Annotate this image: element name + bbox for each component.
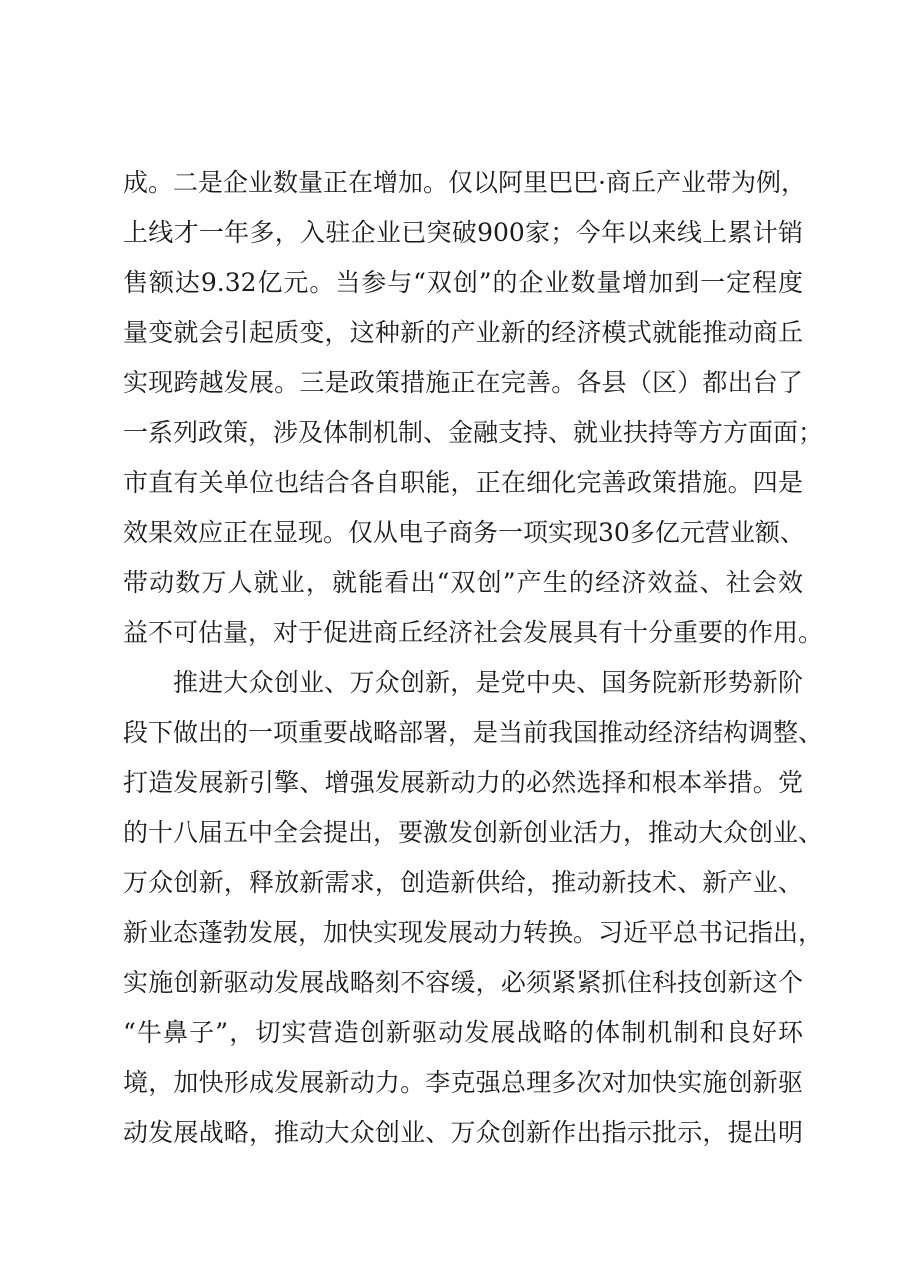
text-line: 一系列政策，涉及体制机制、金融支持、就业扶持等方方面面； — [123, 418, 824, 447]
text-line: 售额达9.32亿元。当参与“双创”的企业数量增加到一定程度 — [123, 268, 803, 297]
text-line: 段下做出的一项重要战略部署，是当前我国推动经济结构调整、 — [123, 718, 824, 747]
text-line: 新业态蓬勃发展，加快实现发展动力转换。习近平总书记指出， — [123, 918, 824, 947]
text-line: 实现跨越发展。三是政策措施正在完善。各县（区）都出台了 — [123, 368, 803, 397]
text-line: 成。二是企业数量正在增加。仅以阿里巴巴·商丘产业带为例， — [123, 168, 806, 197]
paragraph-first-line: 推进大众创业、万众创新，是党中央、国务院新形势新阶 — [173, 668, 803, 697]
text-line: 益不可估量，对于促进商丘经济社会发展具有十分重要的作用。 — [123, 618, 824, 647]
text-line: 境，加快形成发展新动力。李克强总理多次对加快实施创新驱 — [123, 1068, 803, 1097]
text-line: 的十八届五中全会提出，要激发创新创业活力，推动大众创业、 — [123, 818, 824, 847]
text-line: 量变就会引起质变，这种新的产业新的经济模式就能推动商丘 — [123, 318, 803, 347]
text-line: 市直有关单位也结合各自职能，正在细化完善政策措施。四是 — [123, 468, 803, 497]
text-line: 动发展战略，推动大众创业、万众创新作出指示批示，提出明 — [123, 1118, 803, 1147]
text-line: 打造发展新引擎、增强发展新动力的必然选择和根本举措。党 — [123, 768, 803, 797]
text-line: “牛鼻子”，切实营造创新驱动发展战略的体制机制和良好环 — [123, 1018, 803, 1047]
text-line: 效果效应正在显现。仅从电子商务一项实现30多亿元营业额、 — [123, 518, 805, 547]
text-line: 实施创新驱动发展战略刻不容缓，必须紧紧抓住科技创新这个 — [123, 968, 803, 997]
text-line: 万众创新，释放新需求，创造新供给，推动新技术、新产业、 — [123, 868, 803, 897]
text-line: 上线才一年多，入驻企业已突破900家；今年以来线上累计销 — [123, 218, 803, 247]
text-line: 带动数万人就业，就能看出“双创”产生的经济效益、社会效 — [123, 568, 803, 597]
